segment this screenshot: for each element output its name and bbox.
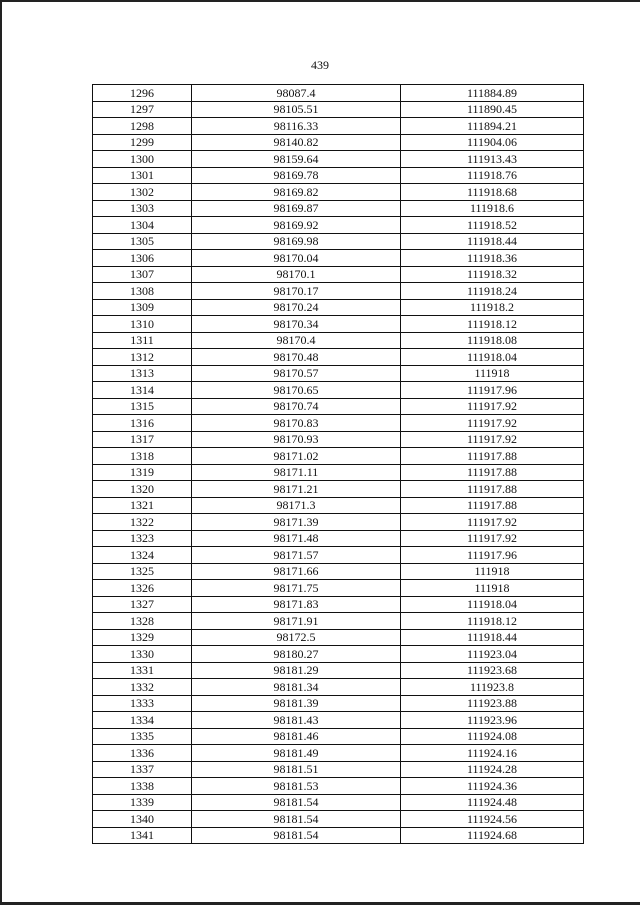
point-number-cell: 1313 <box>93 365 192 382</box>
y-coordinate-cell: 111917.88 <box>401 497 584 514</box>
table-row <box>93 167 584 184</box>
point-number-cell: 1316 <box>93 415 192 432</box>
y-coordinate-cell: 111917.96 <box>401 547 584 564</box>
x-coordinate-cell: 98181.54 <box>192 811 401 828</box>
y-coordinate-cell: 111917.92 <box>401 530 584 547</box>
y-coordinate-cell: 111917.92 <box>401 415 584 432</box>
table-row <box>93 464 584 481</box>
x-coordinate-cell: 98171.66 <box>192 563 401 580</box>
table-row <box>93 728 584 745</box>
y-coordinate-cell: 111913.43 <box>401 151 584 168</box>
point-number-cell: 1337 <box>93 761 192 778</box>
x-coordinate-cell: 98171.48 <box>192 530 401 547</box>
y-coordinate-cell: 111924.48 <box>401 794 584 811</box>
table-row <box>93 299 584 316</box>
table-row <box>93 118 584 135</box>
y-coordinate-cell: 111924.28 <box>401 761 584 778</box>
x-coordinate-cell: 98181.51 <box>192 761 401 778</box>
y-coordinate-cell: 111918.36 <box>401 250 584 267</box>
point-number-cell: 1334 <box>93 712 192 729</box>
point-number-cell: 1307 <box>93 266 192 283</box>
x-coordinate-cell: 98170.1 <box>192 266 401 283</box>
x-coordinate-cell: 98181.53 <box>192 778 401 795</box>
table-row <box>93 283 584 300</box>
point-number-cell: 1328 <box>93 613 192 630</box>
y-coordinate-cell: 111918.08 <box>401 332 584 349</box>
point-number-cell: 1322 <box>93 514 192 531</box>
point-number-cell: 1317 <box>93 431 192 448</box>
x-coordinate-cell: 98170.04 <box>192 250 401 267</box>
y-coordinate-cell: 111924.56 <box>401 811 584 828</box>
x-coordinate-cell: 98140.82 <box>192 134 401 151</box>
point-number-cell: 1310 <box>93 316 192 333</box>
point-number-cell: 1325 <box>93 563 192 580</box>
point-number-cell: 1339 <box>93 794 192 811</box>
point-number-cell: 1330 <box>93 646 192 663</box>
point-number-cell: 1321 <box>93 497 192 514</box>
table-row <box>93 530 584 547</box>
x-coordinate-cell: 98105.51 <box>192 101 401 118</box>
point-number-cell: 1301 <box>93 167 192 184</box>
point-number-cell: 1332 <box>93 679 192 696</box>
table-row <box>93 217 584 234</box>
y-coordinate-cell: 111918.44 <box>401 233 584 250</box>
x-coordinate-cell: 98181.29 <box>192 662 401 679</box>
x-coordinate-cell: 98170.93 <box>192 431 401 448</box>
x-coordinate-cell: 98181.39 <box>192 695 401 712</box>
x-coordinate-cell: 98170.4 <box>192 332 401 349</box>
point-number-cell: 1333 <box>93 695 192 712</box>
point-number-cell: 1335 <box>93 728 192 745</box>
y-coordinate-cell: 111918.44 <box>401 629 584 646</box>
x-coordinate-cell: 98159.64 <box>192 151 401 168</box>
x-coordinate-cell: 98171.57 <box>192 547 401 564</box>
x-coordinate-cell: 98169.87 <box>192 200 401 217</box>
table-row <box>93 497 584 514</box>
x-coordinate-cell: 98181.49 <box>192 745 401 762</box>
y-coordinate-cell: 111923.8 <box>401 679 584 696</box>
y-coordinate-cell: 111917.88 <box>401 448 584 465</box>
x-coordinate-cell: 98181.54 <box>192 794 401 811</box>
y-coordinate-cell: 111918.68 <box>401 184 584 201</box>
y-coordinate-cell: 111917.92 <box>401 398 584 415</box>
y-coordinate-cell: 111918.76 <box>401 167 584 184</box>
x-coordinate-cell: 98116.33 <box>192 118 401 135</box>
x-coordinate-cell: 98171.91 <box>192 613 401 630</box>
y-coordinate-cell: 111924.16 <box>401 745 584 762</box>
x-coordinate-cell: 98170.24 <box>192 299 401 316</box>
point-number-cell: 1304 <box>93 217 192 234</box>
table-row <box>93 184 584 201</box>
point-number-cell: 1303 <box>93 200 192 217</box>
y-coordinate-cell: 111918.12 <box>401 316 584 333</box>
x-coordinate-cell: 98170.83 <box>192 415 401 432</box>
point-number-cell: 1312 <box>93 349 192 366</box>
table-row <box>93 778 584 795</box>
table-row <box>93 695 584 712</box>
y-coordinate-cell: 111918.6 <box>401 200 584 217</box>
x-coordinate-cell: 98180.27 <box>192 646 401 663</box>
y-coordinate-cell: 111918.32 <box>401 266 584 283</box>
x-coordinate-cell: 98181.46 <box>192 728 401 745</box>
point-number-cell: 1305 <box>93 233 192 250</box>
table-row <box>93 233 584 250</box>
table-row <box>93 85 584 102</box>
point-number-cell: 1329 <box>93 629 192 646</box>
point-number-cell: 1326 <box>93 580 192 597</box>
x-coordinate-cell: 98181.34 <box>192 679 401 696</box>
table-row <box>93 712 584 729</box>
x-coordinate-cell: 98171.83 <box>192 596 401 613</box>
y-coordinate-cell: 111918.04 <box>401 596 584 613</box>
point-number-cell: 1338 <box>93 778 192 795</box>
y-coordinate-cell: 111923.04 <box>401 646 584 663</box>
point-number-cell: 1323 <box>93 530 192 547</box>
x-coordinate-cell: 98181.54 <box>192 827 401 844</box>
point-number-cell: 1318 <box>93 448 192 465</box>
table-row <box>93 415 584 432</box>
x-coordinate-cell: 98181.43 <box>192 712 401 729</box>
table-row <box>93 332 584 349</box>
x-coordinate-cell: 98171.02 <box>192 448 401 465</box>
x-coordinate-cell: 98171.75 <box>192 580 401 597</box>
table-row <box>93 646 584 663</box>
point-number-cell: 1306 <box>93 250 192 267</box>
page-border-left <box>0 0 2 905</box>
table-row <box>93 365 584 382</box>
table-row <box>93 448 584 465</box>
table-row <box>93 761 584 778</box>
table-row <box>93 613 584 630</box>
point-number-cell: 1319 <box>93 464 192 481</box>
page-border-top <box>0 0 640 2</box>
point-number-cell: 1302 <box>93 184 192 201</box>
point-number-cell: 1296 <box>93 85 192 102</box>
table-row <box>93 200 584 217</box>
table-row <box>93 745 584 762</box>
y-coordinate-cell: 111918.12 <box>401 613 584 630</box>
y-coordinate-cell: 111894.21 <box>401 118 584 135</box>
point-number-cell: 1324 <box>93 547 192 564</box>
coordinate-table <box>92 84 584 844</box>
point-number-cell: 1327 <box>93 596 192 613</box>
x-coordinate-cell: 98169.82 <box>192 184 401 201</box>
y-coordinate-cell: 111918 <box>401 563 584 580</box>
x-coordinate-cell: 98169.92 <box>192 217 401 234</box>
point-number-cell: 1308 <box>93 283 192 300</box>
point-number-cell: 1340 <box>93 811 192 828</box>
point-number-cell: 1315 <box>93 398 192 415</box>
y-coordinate-cell: 111924.08 <box>401 728 584 745</box>
x-coordinate-cell: 98171.3 <box>192 497 401 514</box>
table-row <box>93 382 584 399</box>
point-number-cell: 1320 <box>93 481 192 498</box>
table-row <box>93 250 584 267</box>
x-coordinate-cell: 98087.4 <box>192 85 401 102</box>
x-coordinate-cell: 98170.48 <box>192 349 401 366</box>
table-row <box>93 596 584 613</box>
y-coordinate-cell: 111904.06 <box>401 134 584 151</box>
table-row <box>93 514 584 531</box>
table-row <box>93 134 584 151</box>
y-coordinate-cell: 111917.88 <box>401 464 584 481</box>
point-number-cell: 1309 <box>93 299 192 316</box>
page-number: 439 <box>311 58 329 72</box>
y-coordinate-cell: 111924.36 <box>401 778 584 795</box>
x-coordinate-cell: 98169.98 <box>192 233 401 250</box>
point-number-cell: 1299 <box>93 134 192 151</box>
table-row <box>93 151 584 168</box>
x-coordinate-cell: 98170.74 <box>192 398 401 415</box>
x-coordinate-cell: 98171.21 <box>192 481 401 498</box>
table-row <box>93 794 584 811</box>
point-number-cell: 1341 <box>93 827 192 844</box>
table-row <box>93 547 584 564</box>
x-coordinate-cell: 98171.11 <box>192 464 401 481</box>
y-coordinate-cell: 111923.88 <box>401 695 584 712</box>
table-body <box>93 85 584 844</box>
x-coordinate-cell: 98171.39 <box>192 514 401 531</box>
y-coordinate-cell: 111917.92 <box>401 514 584 531</box>
y-coordinate-cell: 111918.2 <box>401 299 584 316</box>
y-coordinate-cell: 111917.88 <box>401 481 584 498</box>
table-row <box>93 679 584 696</box>
y-coordinate-cell: 111890.45 <box>401 101 584 118</box>
y-coordinate-cell: 111917.96 <box>401 382 584 399</box>
table-row <box>93 101 584 118</box>
table-row <box>93 563 584 580</box>
y-coordinate-cell: 111918 <box>401 580 584 597</box>
y-coordinate-cell: 111918.04 <box>401 349 584 366</box>
point-number-cell: 1297 <box>93 101 192 118</box>
y-coordinate-cell: 111923.96 <box>401 712 584 729</box>
table-row <box>93 266 584 283</box>
table-row <box>93 662 584 679</box>
table-row <box>93 811 584 828</box>
y-coordinate-cell: 111924.68 <box>401 827 584 844</box>
x-coordinate-cell: 98169.78 <box>192 167 401 184</box>
point-number-cell: 1298 <box>93 118 192 135</box>
table-row <box>93 481 584 498</box>
x-coordinate-cell: 98172.5 <box>192 629 401 646</box>
point-number-cell: 1311 <box>93 332 192 349</box>
table-row <box>93 431 584 448</box>
table-row <box>93 580 584 597</box>
y-coordinate-cell: 111923.68 <box>401 662 584 679</box>
y-coordinate-cell: 111918 <box>401 365 584 382</box>
table-row <box>93 349 584 366</box>
y-coordinate-cell: 111918.52 <box>401 217 584 234</box>
x-coordinate-cell: 98170.34 <box>192 316 401 333</box>
table-row <box>93 827 584 844</box>
table-row <box>93 398 584 415</box>
table-row <box>93 629 584 646</box>
y-coordinate-cell: 111917.92 <box>401 431 584 448</box>
y-coordinate-cell: 111918.24 <box>401 283 584 300</box>
y-coordinate-cell: 111884.89 <box>401 85 584 102</box>
point-number-cell: 1300 <box>93 151 192 168</box>
x-coordinate-cell: 98170.65 <box>192 382 401 399</box>
point-number-cell: 1314 <box>93 382 192 399</box>
point-number-cell: 1336 <box>93 745 192 762</box>
point-number-cell: 1331 <box>93 662 192 679</box>
x-coordinate-cell: 98170.57 <box>192 365 401 382</box>
x-coordinate-cell: 98170.17 <box>192 283 401 300</box>
table-row <box>93 316 584 333</box>
